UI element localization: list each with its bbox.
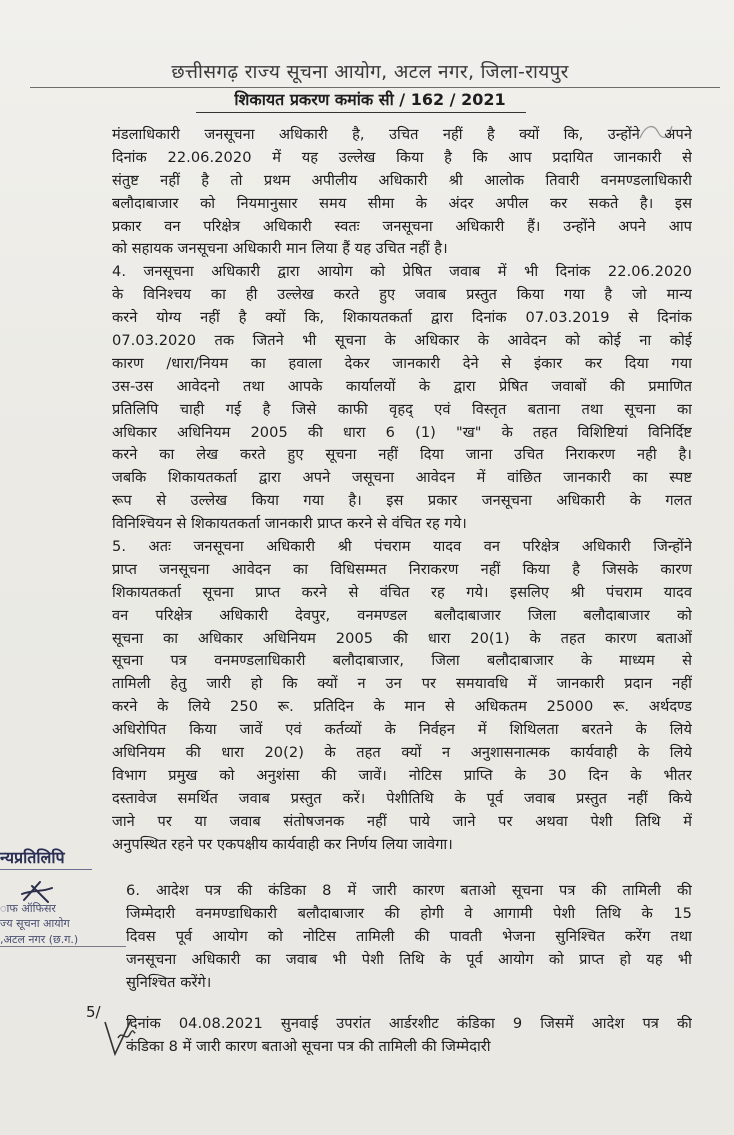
body-line: विनिश्चियन से शिकायतकर्ता जानकारी प्राप्त करने से वंचित रह गये। — [112, 515, 467, 533]
paragraph-6 — [126, 880, 692, 994]
body-line: 07.03.2020 तक जितने भी सूचना के अधिकार के आवेदन को कोई ना कोई — [112, 332, 692, 350]
body-line: अधिकार अधिनियम 2005 की धारा 6 (1) "ख" के तहत विशिष्टियां विनिर्दिष्ट — [112, 423, 692, 441]
body-line: जिम्मेदारी वनमण्डाधिकारी बलौदाबाजार की होगी वे आगामी पेशी तिथि के 15 — [126, 904, 692, 922]
body-line: को सहायक जनसूचना अधिकारी मान लिया हैं यह उचित नहीं है। — [112, 240, 448, 258]
body-line: सूचना पत्र वनमण्डलाधिकारी बलौदाबाजार, जिला बलौदाबाजार के माध्यम से — [112, 652, 692, 670]
body-line: सूचना का अधिकार अधिनियम 2005 की धारा 20(1) के तहत कारण बताओं — [112, 629, 692, 647]
pen-squiggle — [116, 1026, 136, 1044]
stamp-rule — [0, 869, 92, 870]
body-line: कारण /धारा/नियम का हवाला देकर जानकारी देने से इंकार कर दिया गया — [112, 354, 692, 372]
body-line: करने का लेख करते हुए सूचना नहीं दिया जाना उचित निराकरण नही है। — [112, 446, 692, 464]
stamp-rule — [0, 946, 126, 947]
body-line: 5. अतः जनसूचना अधिकारी श्री पंचराम यादव वन परिक्षेत्र अधिकारी जिन्होंने — [112, 538, 692, 556]
body-line: दस्तावेज समर्थित जवाब प्रस्तुत करें। पेशीतिथि के पूर्व जवाब प्रस्तुत नहीं किये — [112, 789, 692, 807]
body-line: प्रकार वन परिक्षेत्र अधिकारी स्वतः जनसूचना अधिकारी हैं। उन्होंने अपने आप — [112, 217, 692, 235]
body-line: तामिली हेतु जारी हो कि क्यों न उन पर समयावधि में जानकारी प्रदान नहीं — [112, 675, 692, 693]
office-header: छत्तीसगढ़ राज्य सूचना आयोग, अटल नगर, जिला-रायपुर — [171, 61, 569, 83]
body-line: वन परिक्षेत्र अधिकारी देवपुर, वनमण्डल बलौदाबाजार जिला बलौदाबाजार को — [112, 606, 692, 624]
margin-number: 5/ — [86, 1003, 101, 1021]
case-title-underline — [196, 112, 526, 113]
stamp-line: ाफ ऑफिसर — [0, 902, 56, 915]
body-line: करने के लिये 250 रू. प्रतिदिन के मान से अधिकतम 25000 रू. अर्थदण्ड — [112, 698, 692, 716]
body-line: दिनांक 22.06.2020 में यह उल्लेख किया है कि आप प्रदायित जानकारी से — [112, 148, 692, 166]
body-line: 6. आदेश पत्र की कंडिका 8 में जारी कारण बताओ सूचना पत्र की तामिली की — [126, 882, 692, 899]
body-line: संतुष्ट नहीं है तो प्रथम अपीलीय अधिकारी श्री आलोक तिवारी वनमण्डलाधिकारी — [112, 171, 692, 189]
body-line: दिवस पूर्व आयोग को नोटिस तामिली की पावती भेजना सुनिश्चित करेंग तथा — [126, 927, 692, 945]
stamp-line: ,अटल नगर (छ.ग.) — [0, 933, 79, 946]
body-line: करने योग्य नहीं है क्यों कि, शिकायतकर्ता द्वारा दिनांक 07.03.2019 से दिनांक — [112, 309, 692, 327]
body-line: शिकायतकर्ता सूचना प्राप्त करने से वंचित रह गये। इसलिए श्री पंचराम यादव — [112, 583, 692, 601]
stamp-line: ज्य सूचना आयोग — [0, 917, 70, 930]
body-line: मंडलाधिकारी जनसूचना अधिकारी है, उचित नहीं है क्यों कि, उन्होंने अपने — [112, 126, 692, 143]
stamp-title: न्यप्रतिलिपि — [0, 848, 65, 867]
paragraph-7 — [126, 1013, 692, 1059]
body-line: सुनिश्चित करेंगे। — [126, 973, 212, 991]
body-line: अधिरोपित किया जावें एवं कर्तव्यों के निर्वहन में शिथिलता बरतने के लिये — [112, 721, 692, 739]
body-line: उस-उस आवेदनो तथा आपके कार्यालयों के द्वारा प्रेषित जवाबों की प्रमाणित — [112, 377, 692, 395]
body-line: जनसूचना अधिकारी का जवाब भी पेशी तिथि के पूर्व आयोग को प्राप्त हो यह भी — [126, 950, 692, 968]
body-line: प्राप्त जनसूचना आवेदन का विधिसम्मत निराकरण नहीं किया है जिसके कारण — [112, 560, 692, 578]
body-line: अधिनियम की धारा 20(2) के तहत क्यों न अनुशासनात्मक कार्यवाही के लिये — [112, 744, 692, 762]
body-line: प्रतिलिपि चाही गई है जिसे काफी वृहद् एवं विस्तृत बताना तथा सूचना का — [112, 400, 692, 418]
body-line: रूप से उल्लेख किया गया है। इस प्रकार जनसूचना अधिकारी के गलत — [112, 492, 692, 510]
body-line: बलौदाबाजार को नियमानुसार समय सीमा के अंदर अपील कर सकते है। इस — [112, 194, 692, 212]
body-line: विभाग प्रमुख को अनुशंसा की जावें। नोटिस प्राप्ति के 30 दिन के भीतर — [112, 766, 692, 784]
case-title: शिकायत प्रकरण कमांक सी / 162 / 2021 — [234, 90, 506, 109]
body-line: जाने पर या जवाब संतोषजनक नहीं पाये जाने पर अथवा पेशी तिथि में — [112, 812, 692, 830]
body-line: अनुपस्थित रहने पर एकपक्षीय कार्यवाही कर निर्णय लिया जावेगा। — [112, 835, 453, 853]
body-line: कंडिका 8 में जारी कारण बताओ सूचना पत्र की तामिली की जिम्मेदारी — [126, 1037, 491, 1055]
body-text-main — [112, 124, 692, 857]
body-line: दिनांक 04.08.2021 सुनवाई उपरांत आर्डरशीट कंडिका 9 जिसमें आदेश पत्र की — [126, 1015, 692, 1032]
body-line: के विनिश्चय का ही उल्लेख करते हुए जवाब प्रस्तुत किया गया है जो मान्य — [112, 286, 692, 304]
body-line: जबकि शिकायतकर्ता द्वारा अपने जसूचना आवेदन में वांछित जानकारी का स्पष्ट — [112, 469, 692, 487]
body-line: 4. जनसूचना अधिकारी द्वारा आयोग को प्रेषित जवाब में भी दिनांक 22.06.2020 — [112, 263, 692, 281]
